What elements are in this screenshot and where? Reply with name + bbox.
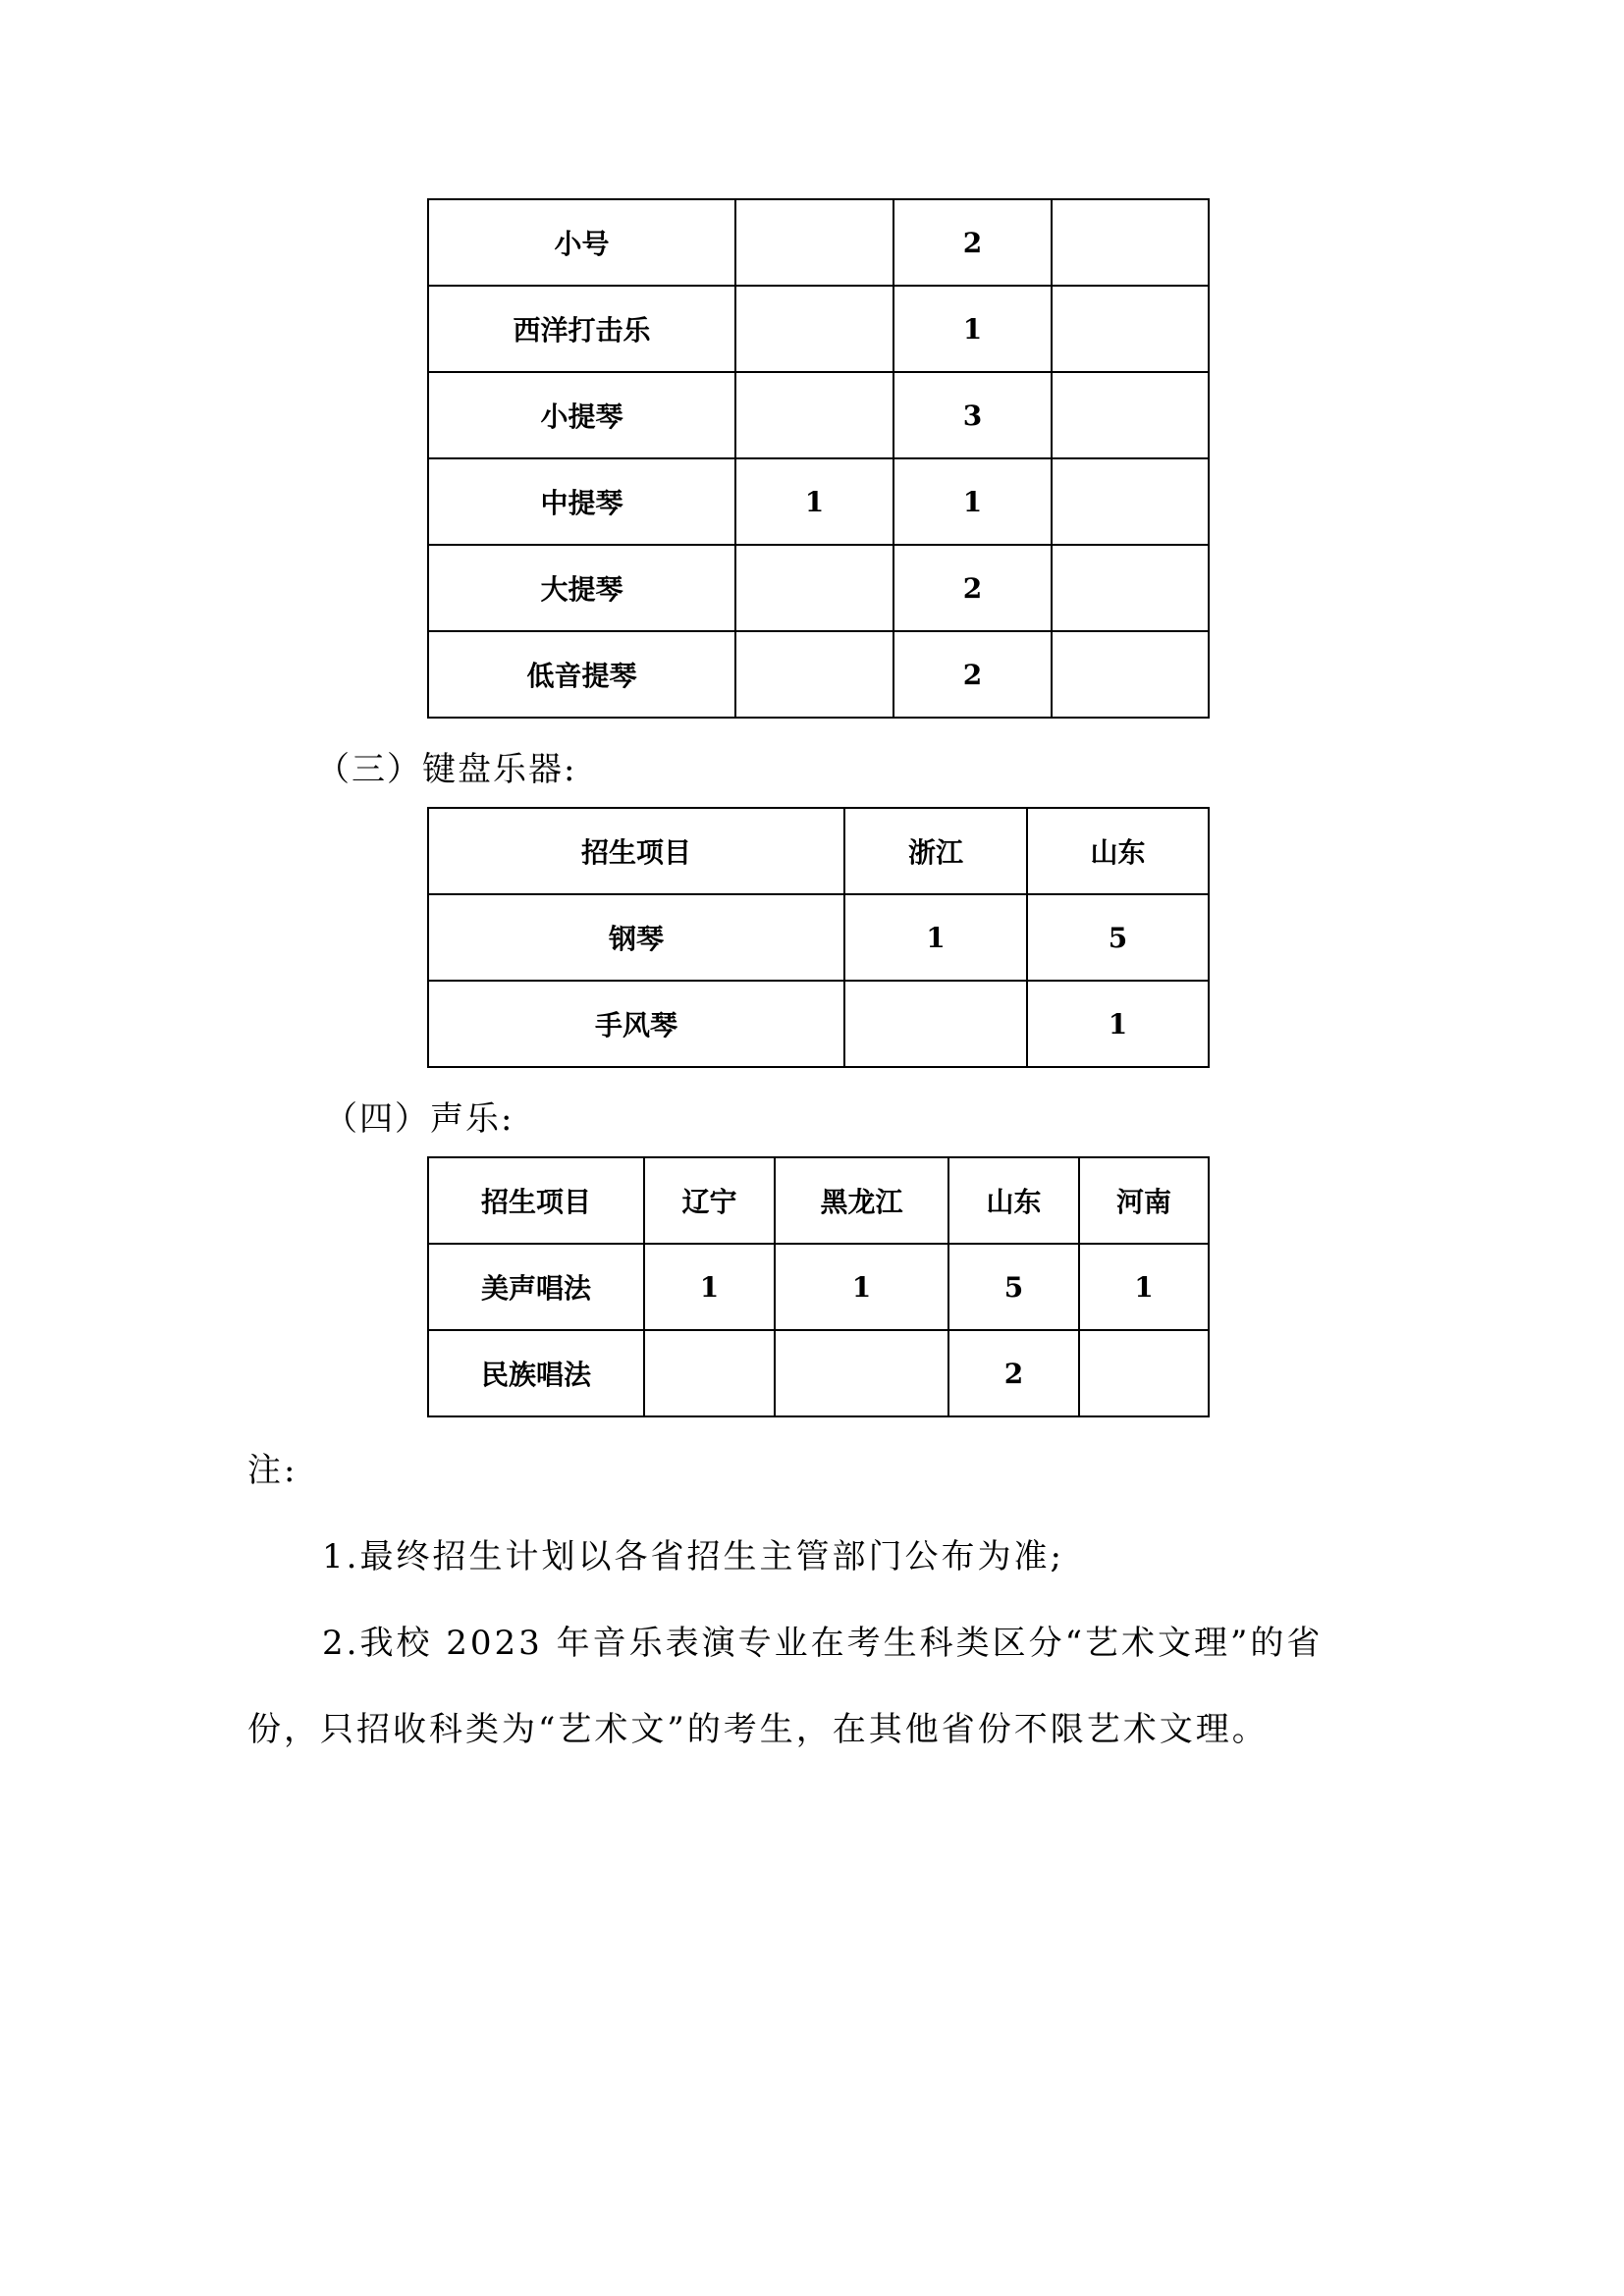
table-cell	[1052, 631, 1209, 718]
table-cell-item: 大提琴	[428, 545, 735, 631]
table-cell	[735, 199, 893, 286]
keyboard-quota-table	[427, 807, 1210, 1068]
table-cell-item: 民族唱法	[428, 1330, 644, 1416]
table-cell-item: 钢琴	[428, 894, 844, 981]
table-cell-item: 低音提琴	[428, 631, 735, 718]
table-cell	[1052, 458, 1209, 545]
table-cell: 2	[893, 199, 1052, 286]
table-cell-item: 中提琴	[428, 458, 735, 545]
table-header-cell: 河南	[1079, 1157, 1209, 1244]
table-cell: 1	[735, 458, 893, 545]
table-row	[428, 1330, 1209, 1416]
table-cell-item: 手风琴	[428, 981, 844, 1067]
table-row	[428, 199, 1209, 286]
note-item-1: 1.最终招生计划以各省招生主管部门公布为准;	[322, 1537, 1064, 1576]
table-cell: 2	[948, 1330, 1079, 1416]
table-cell	[735, 286, 893, 372]
table-header-cell: 招生项目	[428, 808, 844, 894]
table-cell: 1	[893, 286, 1052, 372]
instrument-quota-table	[427, 198, 1210, 719]
table-cell	[1052, 372, 1209, 458]
notes-label: 注:	[247, 1451, 298, 1490]
table-cell: 1	[844, 894, 1027, 981]
table-cell: 5	[948, 1244, 1079, 1330]
table-cell: 3	[893, 372, 1052, 458]
table-cell: 1	[1079, 1244, 1209, 1330]
note-item-2-line-1: 2.我校 2023 年音乐表演专业在考生科类区分“艺术文理”的省	[322, 1624, 1324, 1663]
table-header-cell: 浙江	[844, 808, 1027, 894]
table-row	[428, 372, 1209, 458]
table-row	[428, 286, 1209, 372]
table-row	[428, 458, 1209, 545]
table-row	[428, 1244, 1209, 1330]
table-header-row	[428, 808, 1209, 894]
section-heading-keyboard: （三）键盘乐器:	[316, 750, 577, 789]
table-header-cell: 黑龙江	[775, 1157, 948, 1244]
table-cell	[1052, 545, 1209, 631]
table-cell	[1052, 286, 1209, 372]
table-cell: 1	[775, 1244, 948, 1330]
vocal-quota-table	[427, 1156, 1210, 1417]
table-cell-item: 小提琴	[428, 372, 735, 458]
table-cell: 2	[893, 545, 1052, 631]
table-row	[428, 981, 1209, 1067]
table-cell	[775, 1330, 948, 1416]
table-header-cell: 山东	[948, 1157, 1079, 1244]
table-header-cell: 山东	[1027, 808, 1209, 894]
table-cell	[844, 981, 1027, 1067]
table-cell	[1079, 1330, 1209, 1416]
table-cell	[1052, 199, 1209, 286]
note-item-2-line-2: 份，只招收科类为“艺术文”的考生，在其他省份不限艺术文理。	[247, 1710, 1269, 1749]
table-cell: 2	[893, 631, 1052, 718]
table-row	[428, 545, 1209, 631]
table-cell: 5	[1027, 894, 1209, 981]
section-heading-vocal: （四）声乐:	[324, 1099, 514, 1139]
table-cell	[735, 372, 893, 458]
table-cell	[644, 1330, 775, 1416]
table-cell: 1	[893, 458, 1052, 545]
table-row	[428, 894, 1209, 981]
table-cell-item: 小号	[428, 199, 735, 286]
table-cell-item: 西洋打击乐	[428, 286, 735, 372]
table-cell	[735, 631, 893, 718]
table-header-row	[428, 1157, 1209, 1244]
table-cell: 1	[644, 1244, 775, 1330]
table-row	[428, 631, 1209, 718]
table-header-cell: 辽宁	[644, 1157, 775, 1244]
table-cell-item: 美声唱法	[428, 1244, 644, 1330]
table-header-cell: 招生项目	[428, 1157, 644, 1244]
table-cell	[735, 545, 893, 631]
table-cell: 1	[1027, 981, 1209, 1067]
